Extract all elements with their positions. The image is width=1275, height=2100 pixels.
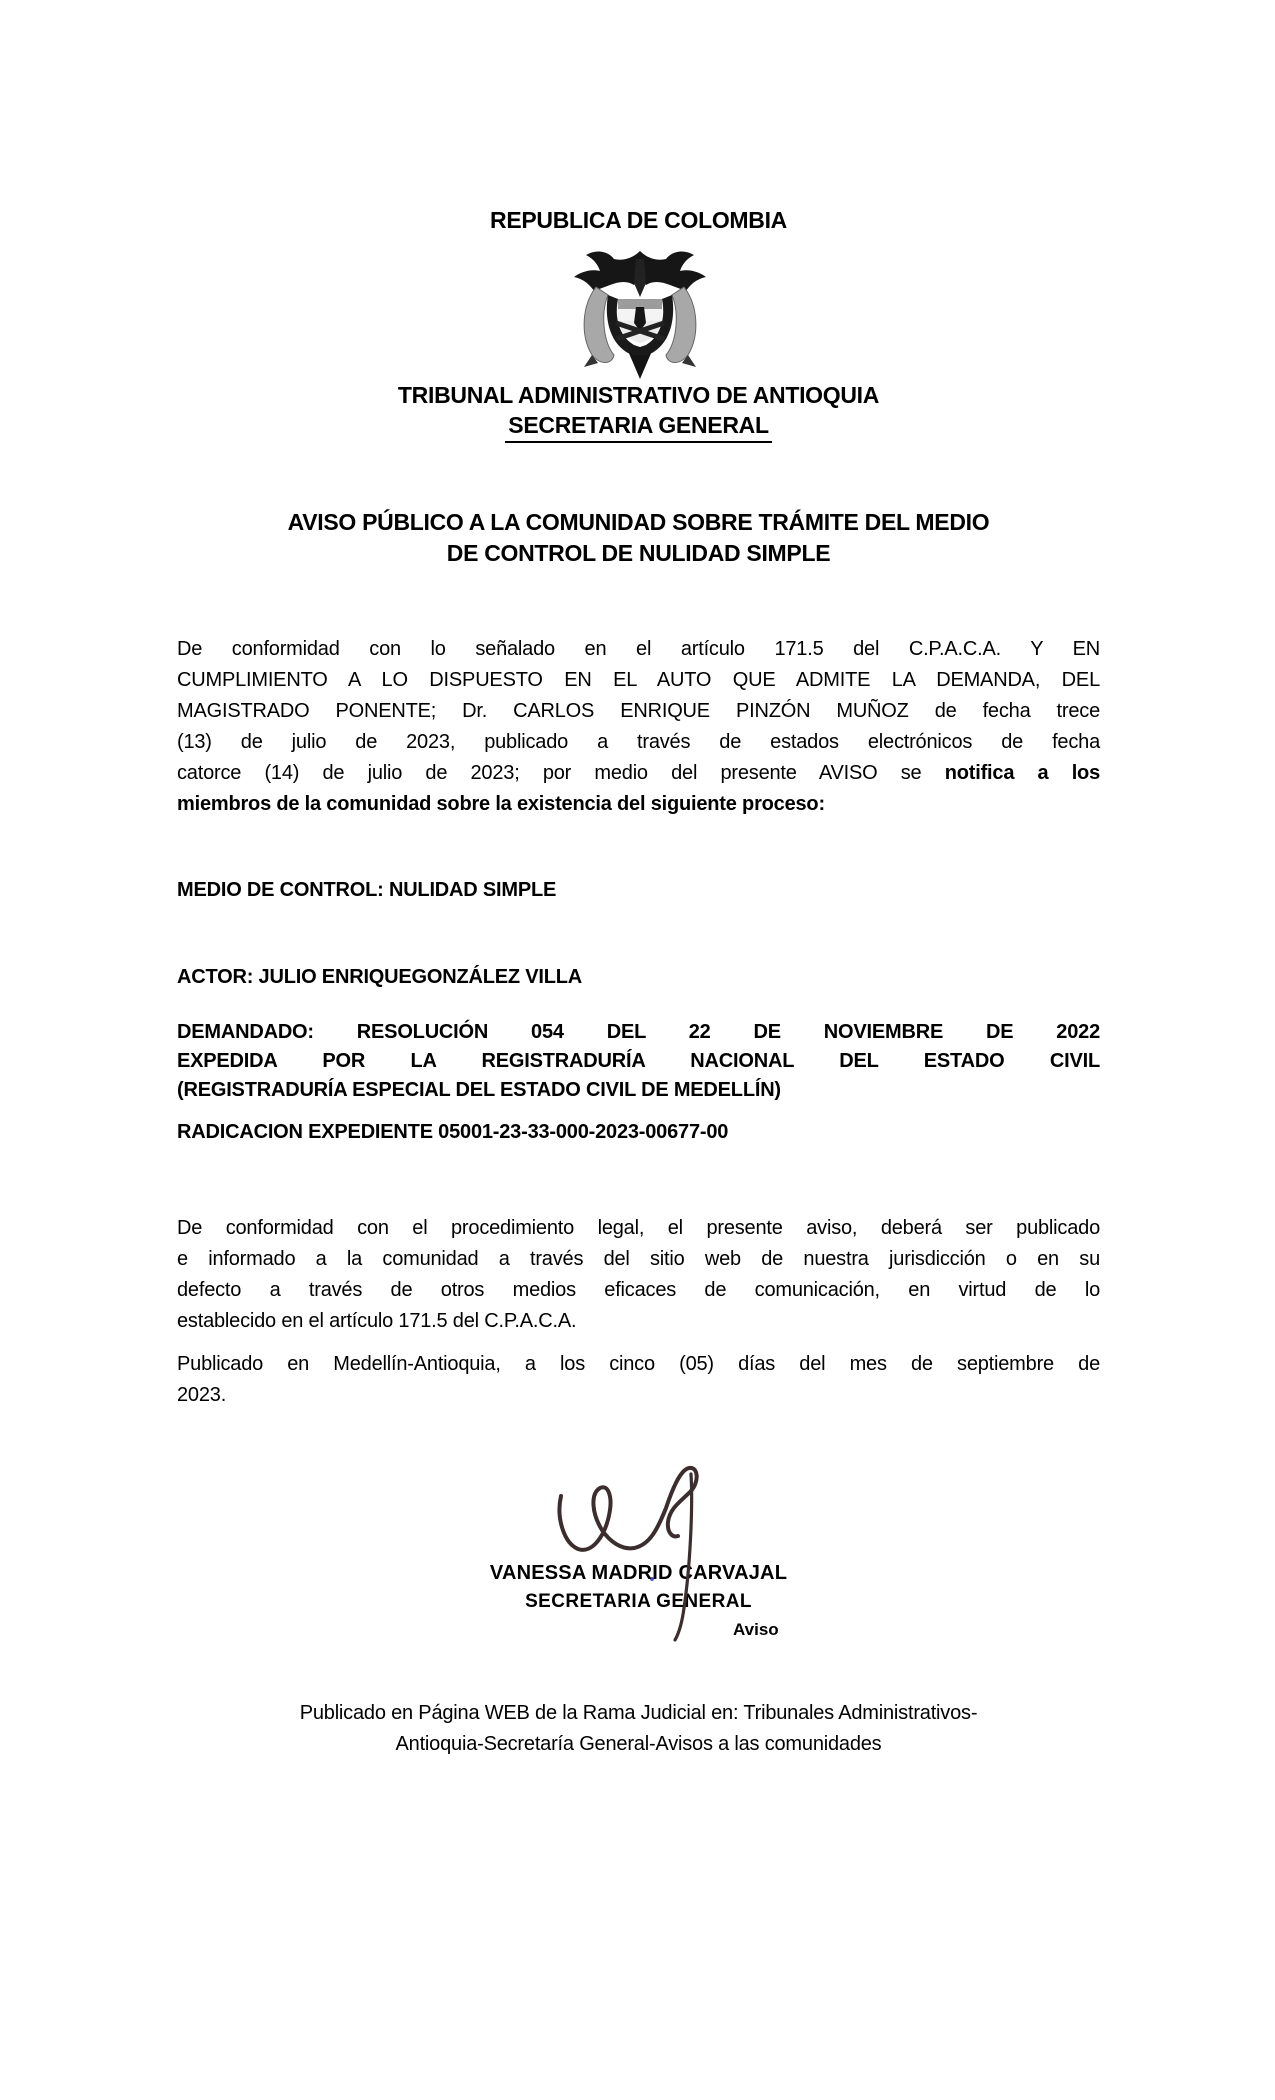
label-medio-de-control: MEDIO DE CONTROL: NULIDAD SIMPLE bbox=[177, 879, 557, 901]
intro-line: CUMPLIMIENTO A LO DISPUESTO EN EL AUTO QUE ADMITE LA DEMANDA, DEL bbox=[177, 669, 1100, 691]
aviso-stamp: Aviso bbox=[733, 1620, 779, 1639]
notice-title bbox=[177, 507, 1100, 569]
intro-line6-bold: miembros de la comunidad sobre la existencia del siguiente proceso: bbox=[177, 793, 825, 815]
label-actor: ACTOR: JULIO ENRIQUEGONZÁLEZ VILLA bbox=[177, 966, 583, 988]
demandado-line: (REGISTRADURÍA ESPECIAL DEL ESTADO CIVIL DE MEDELLÍN) bbox=[177, 1079, 781, 1101]
publication-requirement-line: De conformidad con el procedimiento legal, el presente aviso, deberá ser publicado bbox=[177, 1217, 1100, 1239]
handwritten-signature-icon bbox=[460, 1448, 700, 1658]
footer-line: Antioquia-Secretaría General-Avisos a las comunidades bbox=[395, 1733, 882, 1755]
demandado-line: EXPEDIDA POR LA REGISTRADURÍA NACIONAL DEL ESTADO CIVIL bbox=[177, 1050, 1100, 1072]
publication-requirement-line: e informado a la comunidad a través del sitio web de nuestra jurisdicción o en su bbox=[177, 1248, 1100, 1270]
title-tribunal: TRIBUNAL ADMINISTRATIVO DE ANTIOQUIA bbox=[397, 382, 880, 408]
publication-requirement-line: defecto a través de otros medios eficaces de comunicación, en virtud de lo bbox=[177, 1279, 1100, 1301]
intro-line5-bold: notifica a los bbox=[944, 762, 1100, 784]
title-republic: REPUBLICA DE COLOMBIA bbox=[490, 207, 787, 233]
title-secretaria-text: SECRETARIA GENERAL bbox=[505, 410, 771, 443]
intro-line5-normal: catorce (14) de julio de 2023; por medio del presente AVISO se bbox=[177, 762, 945, 784]
paragraph-publication-date bbox=[177, 1349, 1100, 1411]
notice-title-line2: DE CONTROL DE NULIDAD SIMPLE bbox=[446, 540, 831, 566]
signature-name: VANESSA MADRID CARVAJAL bbox=[489, 1562, 788, 1584]
publication-requirement-line: establecido en el artículo 171.5 del C.P.A.C.A. bbox=[177, 1310, 577, 1332]
intro-line: (13) de julio de 2023, publicado a través de estados electrónicos de fecha bbox=[177, 731, 1100, 753]
footer-line: Publicado en Página WEB de la Rama Judicial en: Tribunales Administrativos- bbox=[299, 1702, 978, 1724]
colombia-coat-of-arms-icon bbox=[570, 243, 710, 383]
demandado-line: DEMANDADO: RESOLUCIÓN 054 DEL 22 DE NOVIEMBRE DE 2022 bbox=[177, 1021, 1100, 1043]
notice-title-line1: AVISO PÚBLICO A LA COMUNIDAD SOBRE TRÁMITE DEL MEDIO bbox=[287, 509, 990, 535]
label-radicacion: RADICACION EXPEDIENTE 05001-23-33-000-2023-00677-00 bbox=[177, 1121, 729, 1143]
publication-date-line: Publicado en Medellín-Antioquia, a los cinco (05) días del mes de septiembre de bbox=[177, 1353, 1100, 1375]
paragraph-intro bbox=[177, 634, 1100, 820]
paragraph-publication-requirement bbox=[177, 1213, 1100, 1337]
title-secretaria bbox=[177, 410, 1100, 443]
intro-line: De conformidad con lo señalado en el artículo 171.5 del C.P.A.C.A. Y EN bbox=[177, 638, 1100, 660]
signature-role: SECRETARIA GENERAL bbox=[525, 1591, 752, 1612]
title-tribunal-block bbox=[177, 380, 1100, 443]
paragraph-demandado bbox=[177, 1018, 1100, 1105]
intro-line bbox=[177, 758, 1100, 789]
footer-note bbox=[177, 1698, 1100, 1760]
intro-line: MAGISTRADO PONENTE; Dr. CARLOS ENRIQUE PINZÓN MUÑOZ de fecha trece bbox=[177, 700, 1100, 722]
publication-date-line: 2023. bbox=[177, 1384, 227, 1406]
